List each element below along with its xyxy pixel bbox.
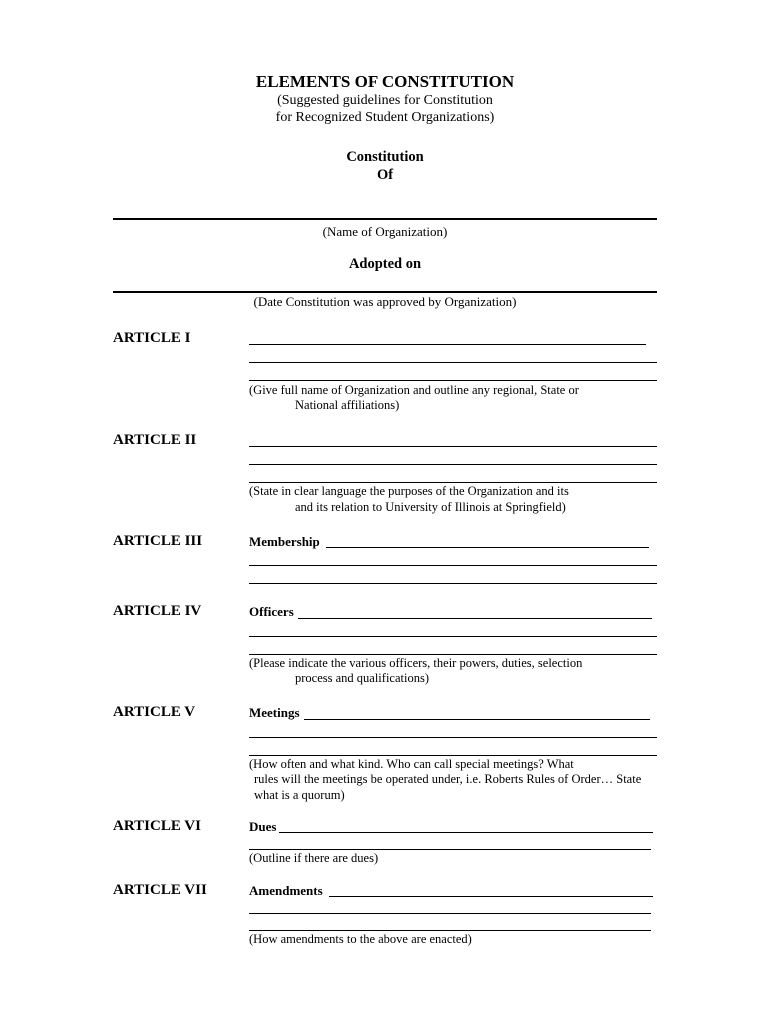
article-3-line-1[interactable] (326, 547, 649, 548)
article-4-label: ARTICLE IV (113, 603, 202, 619)
article-4-note-line-1: (Please indicate the various officers, their powers, duties, selection (249, 656, 583, 670)
article-1-line-1[interactable] (249, 344, 646, 345)
article-7-line-3[interactable] (249, 930, 651, 931)
subtitle-line-2: for Recognized Student Organizations) (275, 110, 495, 125)
article-3-line-2[interactable] (249, 565, 657, 566)
article-2-label: ARTICLE II (113, 432, 197, 448)
article-4-line-3[interactable] (249, 654, 657, 655)
article-5-label: ARTICLE V (113, 704, 196, 720)
article-1-note-line-2: National affiliations) (295, 398, 400, 412)
article-3-field-label: Membership (249, 534, 320, 549)
article-2-note-line-2: and its relation to University of Illinois at Springfield) (295, 500, 566, 514)
article-6-field-label: Dues (249, 819, 277, 834)
article-5-line-3[interactable] (249, 755, 657, 756)
article-1-note-line-1: (Give full name of Organization and outline any regional, State or (249, 383, 579, 397)
article-2-line-2[interactable] (249, 464, 657, 465)
article-5-field-label: Meetings (249, 705, 300, 720)
article-6-line-1[interactable] (279, 832, 653, 833)
article-7-line-1[interactable] (329, 896, 653, 897)
constitution-heading: Constitution (346, 149, 424, 165)
article-7-note: (How amendments to the above are enacted) (249, 932, 472, 946)
subtitle-line-1: (Suggested guidelines for Constitution (277, 93, 493, 108)
article-6-label: ARTICLE VI (113, 818, 201, 834)
article-4-field-label: Officers (249, 604, 294, 619)
organization-name-line[interactable] (113, 218, 657, 220)
adoption-date-line[interactable] (113, 291, 657, 293)
article-3-label: ARTICLE III (113, 533, 203, 549)
article-6-note: (Outline if there are dues) (249, 851, 379, 865)
article-5-note-line-1: (How often and what kind. Who can call special meetings? What (249, 757, 574, 771)
article-6-line-2[interactable] (249, 849, 651, 850)
article-3-line-3[interactable] (249, 583, 657, 584)
article-2-line-3[interactable] (249, 482, 657, 483)
adoption-date-caption: (Date Constitution was approved by Organization) (253, 294, 517, 309)
article-7-line-2[interactable] (249, 913, 651, 914)
article-2-line-1[interactable] (249, 446, 657, 447)
document-title: ELEMENTS OF CONSTITUTION (255, 72, 515, 91)
article-5-note-line-2: rules will the meetings be operated under, i.e. Roberts Rules of Order… State (254, 772, 642, 786)
article-2-note-line-1: (State in clear language the purposes of the Organization and its (249, 484, 569, 498)
article-4-note-line-2: process and qualifications) (295, 671, 429, 685)
adopted-on-heading: Adopted on (348, 256, 422, 272)
article-1-line-2[interactable] (249, 362, 657, 363)
article-7-field-label: Amendments (249, 883, 323, 898)
article-5-line-1[interactable] (304, 719, 650, 720)
article-1-label: ARTICLE I (113, 330, 191, 346)
of-heading: Of (376, 167, 394, 183)
organization-name-caption: (Name of Organization) (322, 224, 448, 239)
article-5-note-line-3: what is a quorum) (254, 788, 345, 802)
article-4-line-2[interactable] (249, 636, 657, 637)
article-1-line-3[interactable] (249, 380, 657, 381)
article-4-line-1[interactable] (298, 618, 652, 619)
article-5-line-2[interactable] (249, 737, 657, 738)
article-7-label: ARTICLE VII (113, 882, 207, 898)
